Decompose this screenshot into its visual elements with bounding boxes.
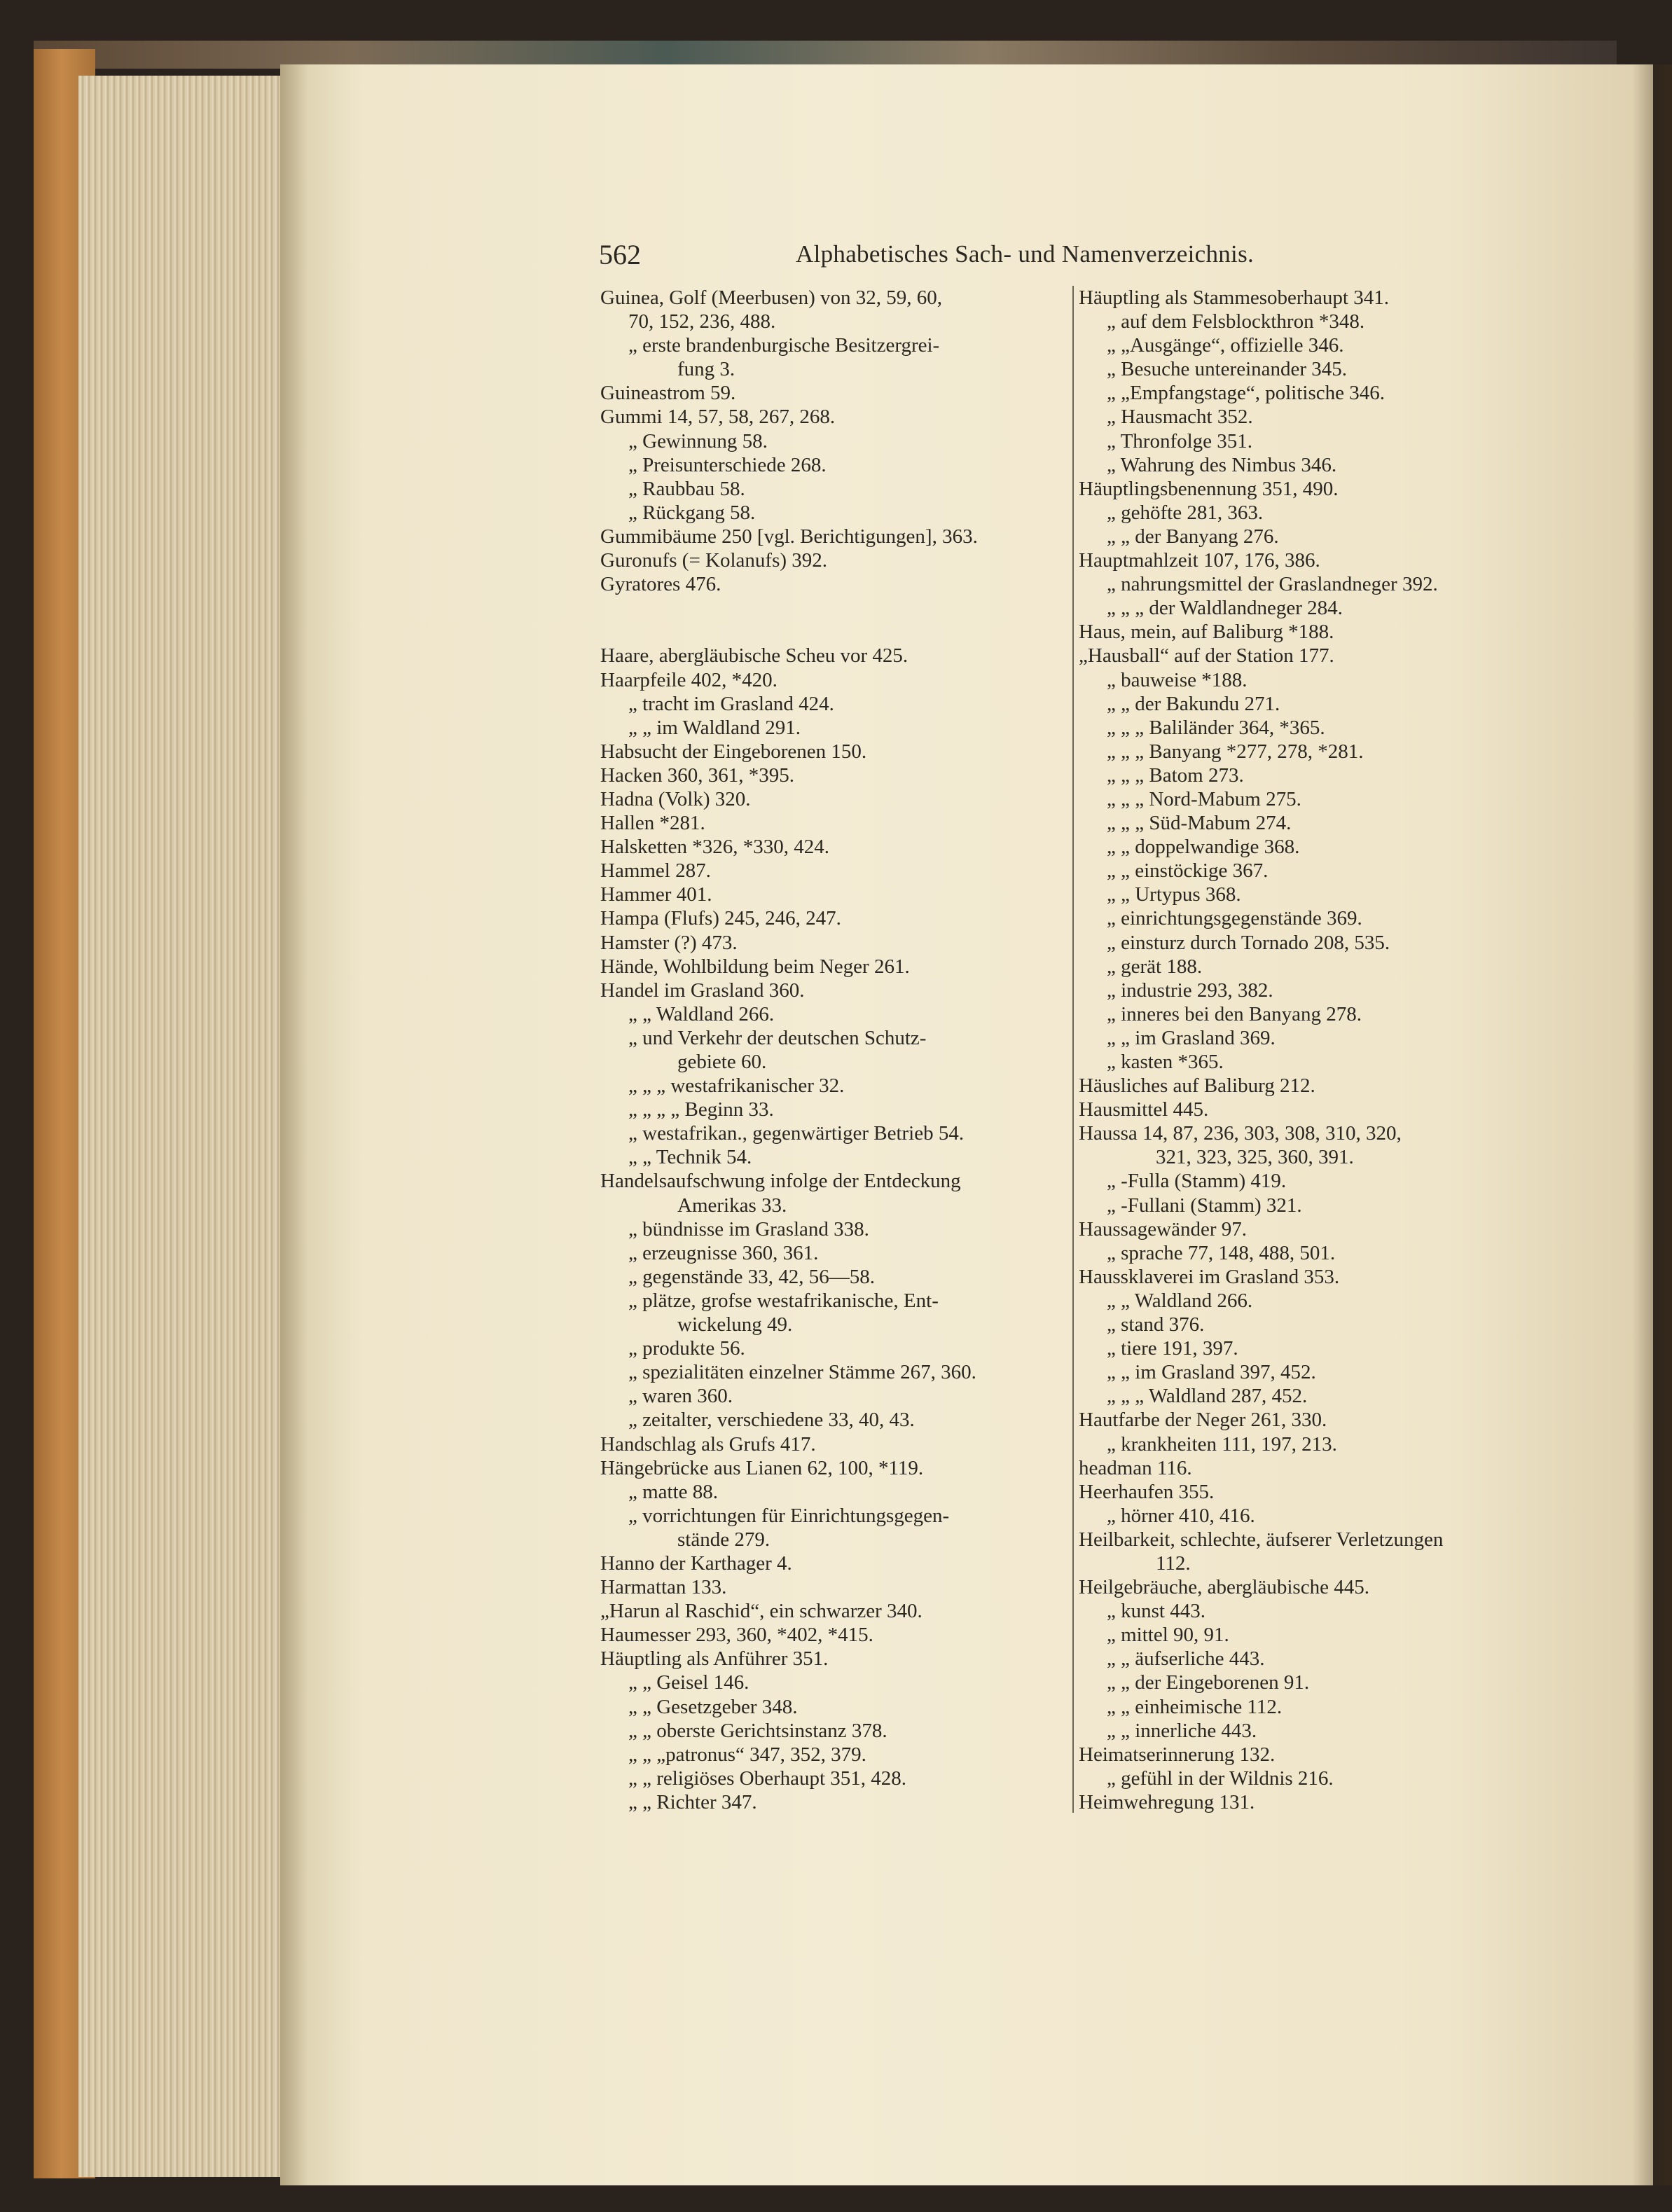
index-entry: „ -Fullani (Stamm) 321. — [1107, 1194, 1302, 1217]
index-entry: „ einsturz durch Tornado 208, 535. — [1107, 931, 1390, 954]
index-entry — [600, 596, 1056, 620]
index-entry: Heilgebräuche, abergläubische 445. — [1079, 1576, 1369, 1599]
column-divider — [1072, 286, 1074, 1813]
index-entry: „ plätze, grofse westafrikanische, Ent- — [628, 1289, 939, 1312]
index-entry: headman 116. — [1079, 1456, 1192, 1479]
index-entry: „ „ Gesetzgeber 348. — [628, 1695, 798, 1718]
index-entry: „ „ „ westafrikanischer 32. — [628, 1074, 845, 1098]
running-title: Alphabetisches Sach- und Namenverzeichnis. — [796, 240, 1255, 268]
index-entry: Guinea, Golf (Meerbusen) von 32, 59, 60, — [600, 286, 943, 309]
index-entry: gebiete 60. — [677, 1051, 767, 1073]
index-entry: „ „ im Waldland 291. — [628, 716, 801, 739]
index-entry: Handschlag als Grufs 417. — [600, 1432, 816, 1456]
index-entry: „ „ innerliche 443. — [1107, 1719, 1257, 1742]
index-entry: Halsketten *326, *330, 424. — [600, 836, 830, 859]
index-entry: „ „ religiöses Oberhaupt 351, 428. — [628, 1767, 907, 1790]
index-entry: „ „ der Eingeborenen 91. — [1107, 1671, 1310, 1694]
index-entry: Guronufs (= Kolanufs) 392. — [600, 549, 828, 572]
index-entry: Habsucht der Eingeborenen 150. — [600, 740, 867, 763]
index-entry: Haussklaverei im Grasland 353. — [1079, 1265, 1340, 1288]
index-entry: „ „ einstöckige 367. — [1107, 859, 1269, 883]
index-entry: Hammer 401. — [600, 883, 712, 906]
index-entry: „ westafrikan., gegenwärtiger Betrieb 54. — [628, 1122, 965, 1145]
index-entry: „ hörner 410, 416. — [1107, 1504, 1255, 1527]
index-entry: 112. — [1156, 1551, 1191, 1575]
index-entry: stände 279. — [677, 1528, 771, 1551]
index-entry: „ bündnisse im Grasland 338. — [628, 1217, 869, 1240]
index-entry: „ „ einheimische 112. — [1107, 1695, 1283, 1718]
index-entry: 321, 323, 325, 360, 391. — [1156, 1146, 1354, 1169]
index-entry: Häuptlingsbenennung 351, 490. — [1079, 477, 1339, 500]
index-entry: „ sprache 77, 148, 488, 501. — [1107, 1241, 1336, 1264]
index-entry: „ Raubbau 58. — [628, 477, 745, 500]
index-entry: Hautfarbe der Neger 261, 330. — [1079, 1409, 1327, 1432]
index-entry: Hampa (Flufs) 245, 246, 247. — [600, 907, 841, 930]
index-entry: 70, 152, 236, 488. — [628, 310, 776, 333]
page-number: 562 — [599, 239, 641, 270]
index-entry: Gyratores 476. — [600, 573, 721, 596]
index-entry: „ „Empfangstage“, politische 346. — [1107, 382, 1386, 405]
index-entry: „ „ „ Nord-Mabum 275. — [1107, 787, 1301, 810]
index-entry: „ krankheiten 111, 197, 213. — [1107, 1432, 1337, 1456]
index-entry: Haarpfeile 402, *420. — [600, 668, 778, 691]
index-entry: „ „Ausgänge“, offizielle 346. — [1107, 334, 1344, 357]
index-entry: „ „ oberste Gerichtsinstanz 378. — [628, 1719, 887, 1742]
index-entry: Hacken 360, 361, *395. — [600, 763, 795, 787]
index-entry: Hammel 287. — [600, 859, 711, 883]
index-entry: „ Wahrung des Nimbus 346. — [1107, 453, 1337, 476]
index-entry: „ „ Waldland 266. — [628, 1002, 775, 1025]
index-entry: „ „ der Banyang 276. — [1107, 525, 1279, 548]
index-entry: „ auf dem Felsblockthron *348. — [1107, 310, 1365, 333]
index-entry: Guineastrom 59. — [600, 382, 736, 405]
index-entry — [600, 620, 1056, 644]
index-entry: „ industrie 293, 382. — [1107, 979, 1273, 1002]
index-entry: Hände, Wohlbildung beim Neger 261. — [600, 955, 910, 978]
index-entry: „ „ Technik 54. — [628, 1146, 752, 1169]
index-entry: „ -Fulla (Stamm) 419. — [1107, 1170, 1287, 1193]
index-entry: „ „ im Grasland 397, 452. — [1107, 1361, 1316, 1384]
index-entry: Häusliches auf Baliburg 212. — [1079, 1074, 1315, 1098]
index-entry: Heilbarkeit, schlechte, äufserer Verletzungen — [1079, 1528, 1444, 1551]
index-entry: Heimwehregung 131. — [1079, 1790, 1255, 1813]
index-entry: „Hausball“ auf der Station 177. — [1079, 644, 1334, 668]
index-entry: „ „ „ Banyang *277, 278, *281. — [1107, 740, 1364, 763]
index-entry: „ „ der Bakundu 271. — [1107, 692, 1280, 715]
index-entry: Hallen *281. — [600, 812, 705, 835]
index-column-left — [600, 286, 1056, 1814]
index-entry: „ mittel 90, 91. — [1107, 1624, 1229, 1647]
index-entry: „ „ „ der Waldlandneger 284. — [1107, 597, 1343, 620]
index-entry: Handel im Grasland 360. — [600, 979, 805, 1002]
index-entry: „ kunst 443. — [1107, 1600, 1205, 1623]
index-entry: Haussa 14, 87, 236, 303, 308, 310, 320, — [1079, 1122, 1402, 1145]
index-entry: „ „ „ Süd-Mabum 274. — [1107, 812, 1292, 835]
index-entry: „ „ „patronus“ 347, 352, 379. — [628, 1743, 866, 1766]
index-entry: „ „ „ Waldland 287, 452. — [1107, 1385, 1308, 1408]
index-entry: „ zeitalter, verschiedene 33, 40, 43. — [628, 1409, 915, 1432]
index-entry: Amerikas 33. — [677, 1194, 787, 1217]
index-entry: Hamster (?) 473. — [600, 931, 738, 954]
right-edge-shadow — [1632, 64, 1672, 2185]
index-entry: Harmattan 133. — [600, 1576, 727, 1599]
index-entry: „ Thronfolge 351. — [1107, 429, 1253, 452]
page-edges — [78, 76, 287, 2177]
index-entry: „ erzeugnisse 360, 361. — [628, 1241, 819, 1264]
index-entry: wickelung 49. — [677, 1313, 793, 1336]
index-entry: Haumesser 293, 360, *402, *415. — [600, 1624, 873, 1647]
index-entry: „ gegenstände 33, 42, 56—58. — [628, 1265, 875, 1288]
index-entry: „ und Verkehr der deutschen Schutz- — [628, 1026, 927, 1049]
index-entry: „ „ „ Batom 273. — [1107, 763, 1244, 787]
index-entry: „ tiere 191, 397. — [1107, 1337, 1238, 1360]
index-entry: Hanno der Karthager 4. — [600, 1551, 792, 1575]
index-entry: „ einrichtungsgegenstände 369. — [1107, 907, 1362, 930]
index-entry: „ erste brandenburgische Besitzergrei- — [628, 334, 940, 357]
index-entry: Gummi 14, 57, 58, 267, 268. — [600, 406, 836, 429]
index-entry: „ „ doppelwandige 368. — [1107, 836, 1300, 859]
index-entry: „ „ Geisel 146. — [628, 1671, 749, 1694]
index-entry: Haussagewänder 97. — [1079, 1217, 1247, 1240]
index-entry: „ Preisunterschiede 268. — [628, 453, 827, 476]
index-entry: „ Gewinnung 58. — [628, 429, 768, 452]
index-entry: „ produkte 56. — [628, 1337, 745, 1360]
index-entry: Hadna (Volk) 320. — [600, 787, 751, 810]
index-entry: Hauptmahlzeit 107, 176, 386. — [1079, 549, 1320, 572]
index-entry: „ Besuche untereinander 345. — [1107, 358, 1348, 381]
index-entry: Häuptling als Stammesoberhaupt 341. — [1079, 286, 1389, 309]
index-entry: „ gehöfte 281, 363. — [1107, 501, 1264, 524]
index-entry: „ „ Urtypus 368. — [1107, 883, 1241, 906]
gutter-shadow — [280, 64, 308, 2185]
index-entry: „ stand 376. — [1107, 1313, 1205, 1336]
index-entry: Haus, mein, auf Baliburg *188. — [1079, 621, 1334, 644]
index-entry: „ Hausmacht 352. — [1107, 406, 1253, 429]
index-entry: „ „ im Grasland 369. — [1107, 1026, 1276, 1049]
index-entry: „ nahrungsmittel der Graslandneger 392. — [1107, 573, 1438, 596]
index-entry: „ spezialitäten einzelner Stämme 267, 360. — [628, 1361, 976, 1384]
index-entry: Heimatserinnerung 132. — [1079, 1743, 1276, 1766]
index-entry: „ „ Waldland 266. — [1107, 1289, 1253, 1312]
index-entry: Häuptling als Anführer 351. — [600, 1647, 829, 1671]
index-entry: „ „ äufserliche 443. — [1107, 1647, 1265, 1671]
index-entry: Handelsaufschwung infolge der Entdeckung — [600, 1170, 961, 1193]
index-entry: Gummibäume 250 [vgl. Berichtigungen], 363. — [600, 525, 978, 548]
index-entry: „ „ „ „ Beginn 33. — [628, 1098, 774, 1121]
index-entry: „ „ „ Baliländer 364, *365. — [1107, 716, 1325, 739]
index-entry: fung 3. — [677, 358, 735, 381]
index-entry: „ „ Richter 347. — [628, 1790, 757, 1813]
index-entry: „Harun al Raschid“, ein schwarzer 340. — [600, 1600, 923, 1623]
index-entry: „ bauweise *188. — [1107, 668, 1248, 691]
index-entry: „ Rückgang 58. — [628, 501, 756, 524]
index-entry: Heerhaufen 355. — [1079, 1480, 1215, 1503]
index-entry: „ matte 88. — [628, 1480, 719, 1503]
index-entry: Haare, abergläubische Scheu vor 425. — [600, 644, 908, 668]
index-entry: „ inneres bei den Banyang 278. — [1107, 1002, 1362, 1025]
index-entry: „ gerät 188. — [1107, 955, 1203, 978]
index-entry: Hängebrücke aus Lianen 62, 100, *119. — [600, 1456, 924, 1479]
index-entry: „ vorrichtungen für Einrichtungsgegen- — [628, 1504, 950, 1527]
index-entry: „ tracht im Grasland 424. — [628, 692, 834, 715]
index-entry: „ gefühl in der Wildnis 216. — [1107, 1767, 1334, 1790]
index-entry: „ kasten *365. — [1107, 1051, 1224, 1073]
index-entry: „ waren 360. — [628, 1385, 733, 1408]
index-entry: Hausmittel 445. — [1079, 1098, 1209, 1121]
index-column-right — [1079, 286, 1555, 1814]
